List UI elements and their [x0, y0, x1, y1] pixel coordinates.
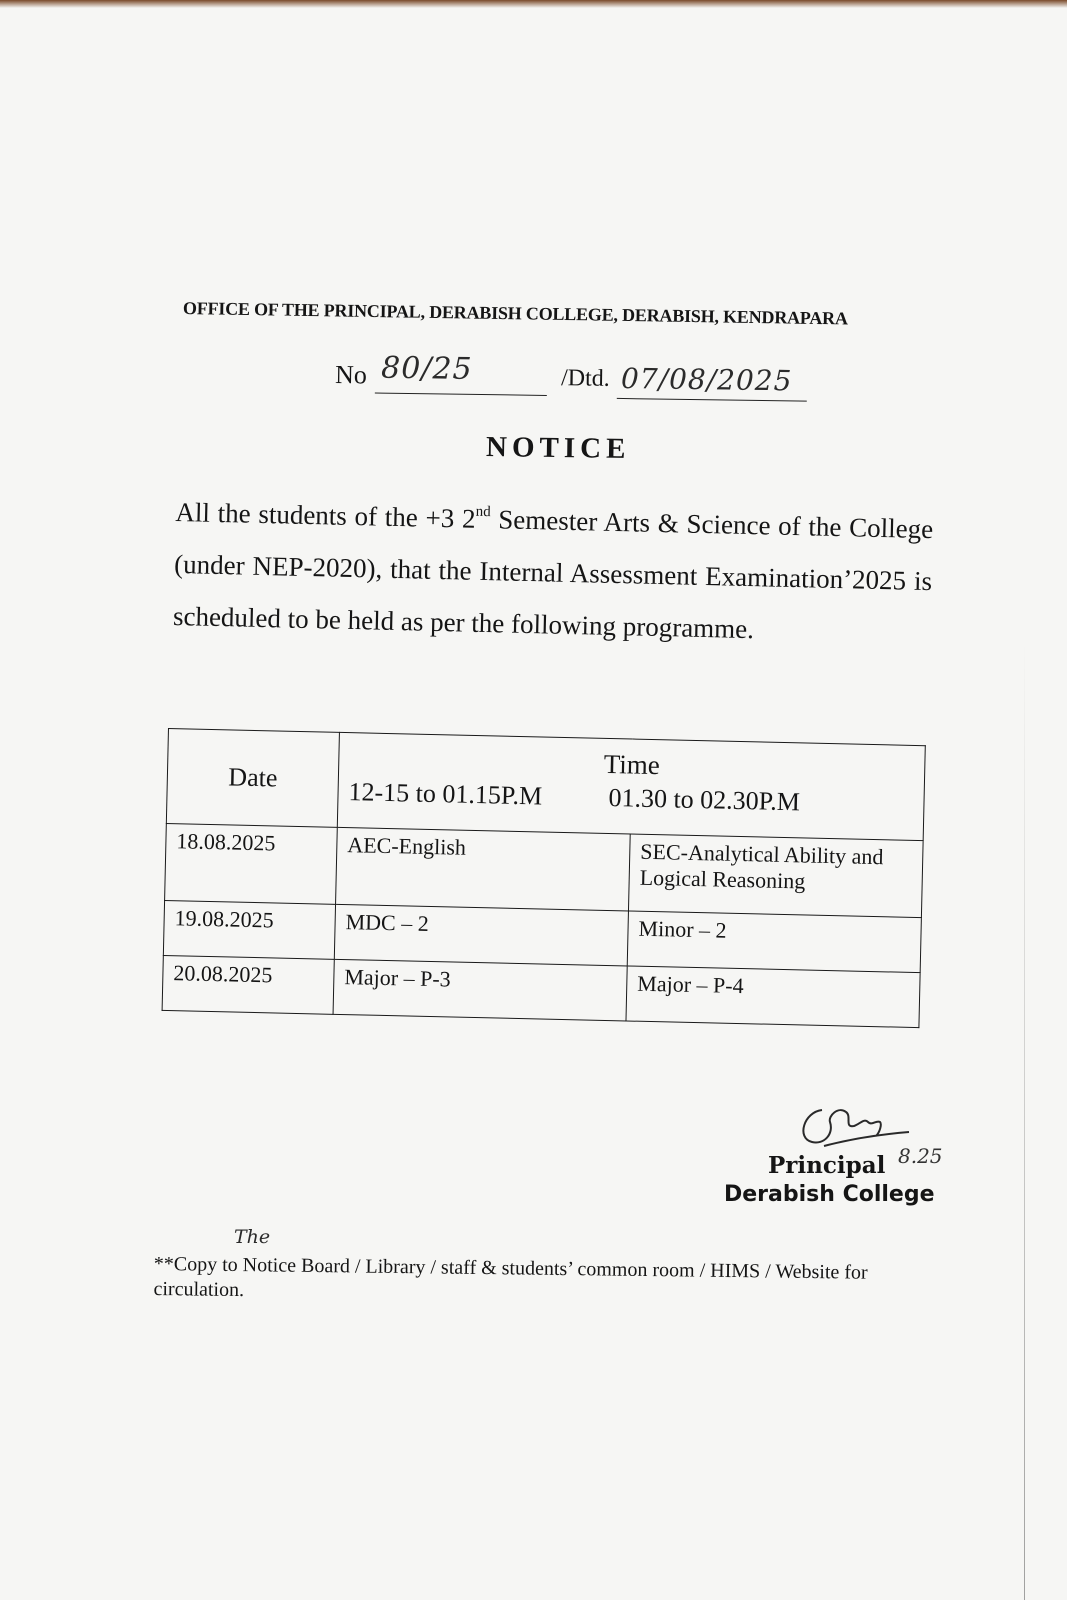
handwritten-annotation: The: [234, 1226, 271, 1248]
date-column-header: Date: [166, 729, 339, 828]
signature-title: Principal: [768, 1152, 886, 1179]
row-slot-2-subject: SEC-Analytical Ability and Logical Reasoning: [628, 834, 923, 918]
reference-number-handwritten: 80/25: [380, 350, 473, 387]
office-heading: OFFICE OF THE PRINCIPAL, DERABISH COLLEGE, DERABISH, KENDRAPARA: [182, 298, 848, 329]
row-slot-1-subject: Major – P-3: [333, 959, 627, 1021]
notice-title: NOTICE: [485, 430, 631, 466]
dated-handwritten: 07/08/2025: [620, 361, 793, 398]
signature-college: Derabish College: [724, 1182, 935, 1207]
dated-underline: [617, 398, 807, 402]
reference-number-label: No: [334, 360, 368, 390]
row-date: 18.08.2025: [165, 823, 338, 904]
row-slot-1-subject: AEC-English: [336, 827, 631, 911]
time-slot-2-header: 01.30 to 02.30P.M: [608, 783, 801, 817]
principal-signature-block: [724, 1098, 1004, 1218]
row-slot-2-subject: Minor – 2: [627, 911, 921, 973]
notice-body-part2: Semester Arts & Science of the College (under NEP-2020), that the Internal Assessment Examination’2025 is scheduled to be held as per the following programme.: [172, 504, 934, 645]
reference-line: [334, 350, 876, 414]
notice-body: [172, 486, 933, 659]
dated-label: /Dtd.: [560, 365, 610, 392]
exam-schedule-table: [161, 728, 926, 1041]
notice-body-superscript: nd: [475, 503, 491, 521]
notice-body-part1: All the students of the +3 2: [175, 496, 476, 534]
signature-scribble: [794, 1098, 914, 1158]
row-date: 20.08.2025: [162, 955, 334, 1014]
row-date: 19.08.2025: [163, 900, 335, 959]
time-header-label: Time: [603, 748, 661, 781]
table-header-row: [166, 729, 925, 841]
signature-date-handwritten: 8.25: [898, 1144, 943, 1168]
row-slot-1-subject: MDC – 2: [334, 904, 628, 966]
time-column-header: [337, 732, 925, 840]
row-slot-2-subject: Major – P-4: [626, 966, 920, 1028]
time-slot-1-header: 12-15 to 01.15P.M: [348, 777, 543, 811]
reference-number-underline: [375, 393, 547, 396]
copy-distribution-note: **Copy to Notice Board / Library / staff & students’ common room / HIMS / Website for circulation.: [153, 1252, 868, 1302]
